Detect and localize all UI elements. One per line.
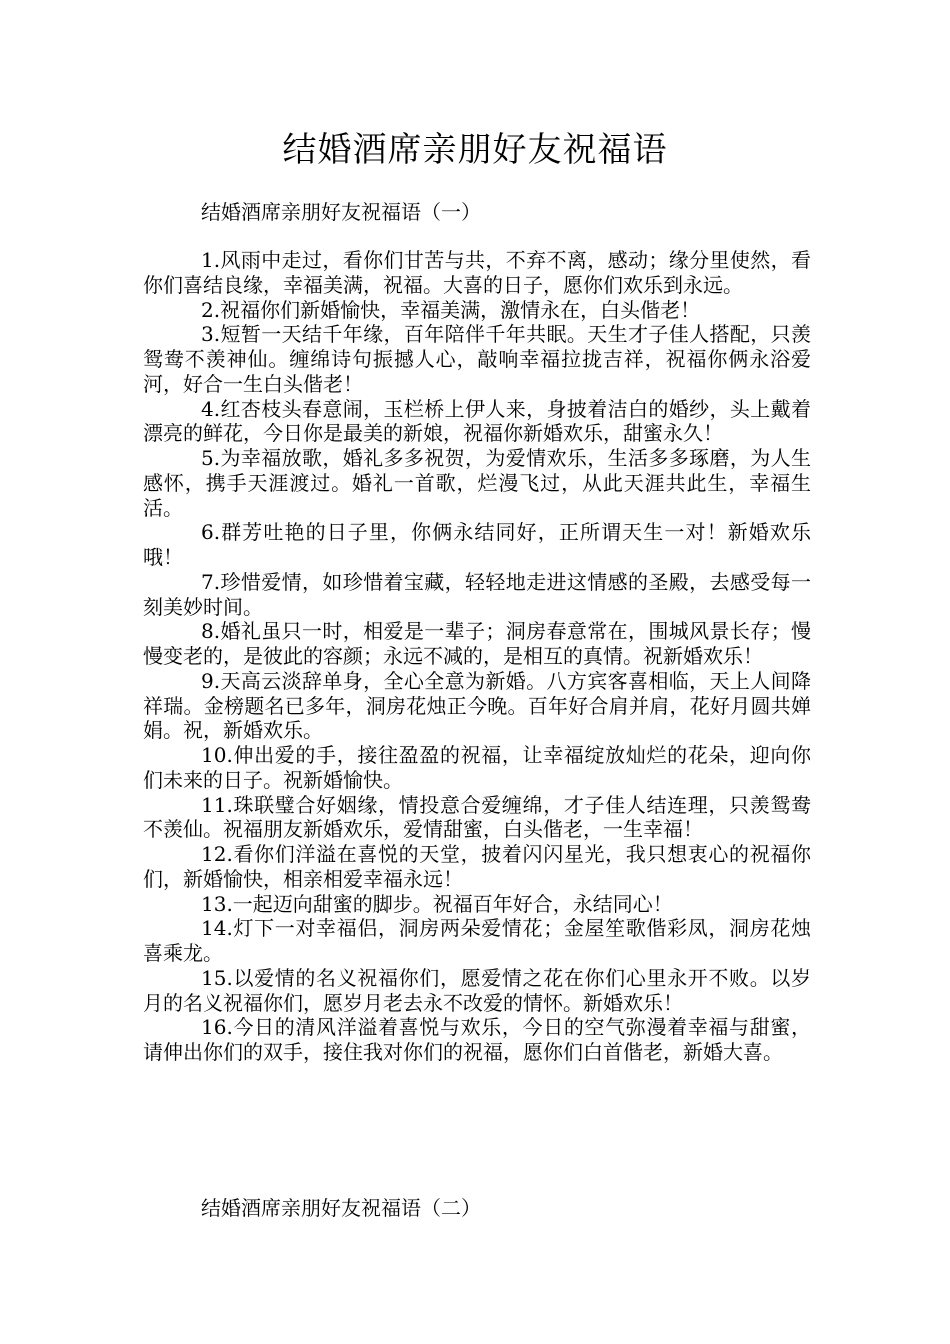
list-item: 5.为幸福放歌，婚礼多多祝贺，为爱情欢乐，生活多多琢磨，为人生感怀，携手天涯渡过。婚礼一首歌，烂漫飞过，从此天涯共此生，幸福生活。 [143,446,811,520]
section-heading-one: 结婚酒席亲朋好友祝福语（一） [201,200,481,224]
list-item: 1.风雨中走过，看你们甘苦与共，不弃不离，感动；缘分里使然，看你们喜结良缘，幸福美满，祝福。大喜的日子，愿你们欢乐到永远。 [143,248,811,297]
list-item: 4.红杏枝头春意闹，玉栏桥上伊人来，身披着洁白的婚纱，头上戴着漂亮的鲜花，今日你是最美的新娘，祝福你新婚欢乐，甜蜜永久！ [143,396,811,446]
section-heading-two: 结婚酒席亲朋好友祝福语（二） [201,1196,481,1220]
list-item: 9.天高云淡辞单身，全心全意为新婚。八方宾客喜相临，天上人间降祥瑞。金榜题名已多年，洞房花烛正今晚。百年好合肩并肩，花好月圆共婵娟。祝，新婚欢乐。 [143,668,811,743]
list-item: 8.婚礼虽只一时，相爱是一辈子；洞房春意常在，围城风景长存；慢慢变老的，是彼此的容颜；永远不减的，是相互的真情。祝新婚欢乐！ [143,619,811,668]
blessings-list [143,248,811,1065]
list-item: 13.一起迈向甜蜜的脚步。祝福百年好合，永结同心！ [201,891,673,916]
list-item: 3.短暂一天结千年缘，百年陪伴千年共眠。天生才子佳人搭配，只羡鸳鸯不羡神仙。缠绵诗句振撼人心，敲响幸福拉拢吉祥，祝福你俩永浴爱河，好合一生白头偕老！ [143,322,811,396]
list-item: 12.看你们洋溢在喜悦的天堂，披着闪闪星光，我只想衷心的祝福你们，新婚愉快，相亲相爱幸福永远！ [143,842,811,891]
list-item: 10.伸出爱的手，接往盈盈的祝福，让幸福绽放灿烂的花朵，迎向你们未来的日子。祝新婚愉快。 [143,743,811,792]
list-item: 11.珠联璧合好姻缘，情投意合爱缠绵，才子佳人结连理，只羡鸳鸯不羡仙。祝福朋友新婚欢乐，爱情甜蜜，白头偕老，一生幸福！ [143,792,811,842]
page-title: 结婚酒席亲朋好友祝福语 [282,130,668,170]
list-item: 6.群芳吐艳的日子里，你俩永结同好，正所谓天生一对！新婚欢乐哦！ [143,520,811,569]
list-item: 2.祝福你们新婚愉快，幸福美满，激情永在，白头偕老！ [201,297,701,322]
list-item: 15.以爱情的名义祝福你们，愿爱情之花在你们心里永开不败。以岁月的名义祝福你们，愿岁月老去永不改爱的情怀。新婚欢乐！ [143,965,811,1015]
list-item: 14.灯下一对幸福侣，洞房两朵爱情花；金屋笙歌偕彩凤，洞房花烛喜乘龙。 [143,916,811,965]
list-item: 16.今日的清风洋溢着喜悦与欢乐，今日的空气弥漫着幸福与甜蜜，请伸出你们的双手，接住我对你们的祝福，愿你们白首偕老，新婚大喜。 [143,1015,811,1064]
list-item: 7.珍惜爱情，如珍惜着宝藏，轻轻地走进这情感的圣殿，去感受每一刻美妙时间。 [143,569,811,619]
